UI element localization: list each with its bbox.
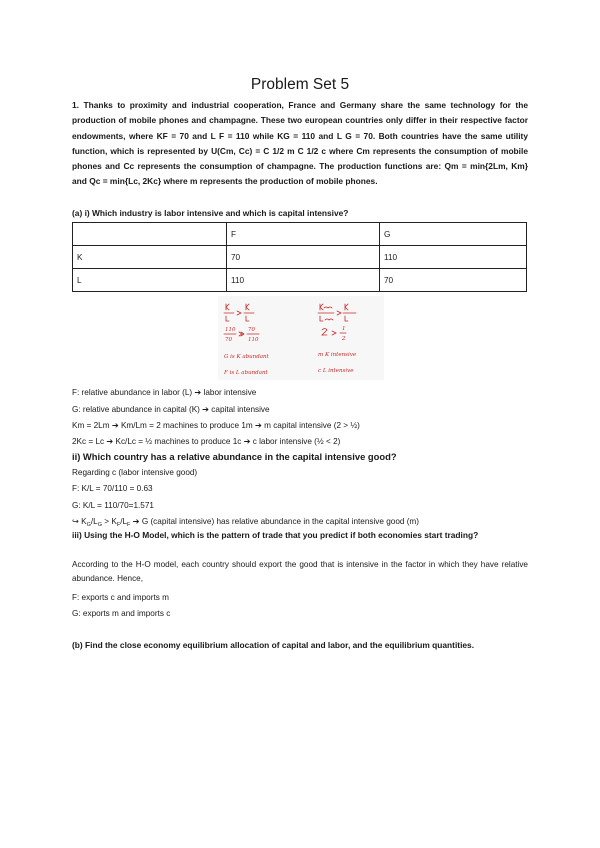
svg-text:1: 1 [342,326,346,332]
answer-line: Regarding c (labor intensive good) [72,468,198,477]
conclusion-suffix: ➔ G (capital intensive) has relative abundance in the capital intensive good (m) [130,517,419,526]
svg-text:110: 110 [225,327,236,333]
greater-than: > K [102,517,117,526]
answer-line: F: relative abundance in labor (L) ➔ labor intensive [72,388,257,397]
subscript: G [86,522,91,528]
handwritten-notes-svg [218,296,384,380]
question-ii: ii) Which country has a relative abundance in the capital intensive good? [72,451,397,462]
svg-text:2: 2 [342,336,346,342]
question-iii: iii) Using the H-O Model, which is the pattern of trade that you predict if both economies start trading? [72,530,479,540]
table-cell: F [227,223,380,246]
table-cell: G [380,223,527,246]
answer-line: G: relative abundance in capital (K) ➔ capital intensive [72,405,270,414]
endowment-table [72,222,527,292]
table-row [73,269,527,292]
answer-line: G: K/L = 110/70=1.571 [72,501,154,510]
slash-l: /L [90,517,98,526]
problem-intro: 1. Thanks to proximity and industrial cooperation, France and Germany share the same technology for the production of mobile phones and champagne. These two european countries only differ in their respective factor endowments, where KF = 70 and L F = 110 while KG = 110 and L G = 70. Both countries have the same utility function, which is represented by U(Cm, Cc) = C 1/2 m C 1/2 c where Cm represents the consumption of mobile phones and Cc represents the consumption of champagne. The production functions are: Qm = min{2Lm, Km} and Qc = min{Lc, 2Kc} where m represents the production of mobile phones. [72,100,528,187]
table-cell: K [73,246,227,269]
question-b: (b) Find the close economy equilibrium allocation of capital and labor, and the equilibrium quantities. [72,640,475,650]
svg-text:G is K abundant: G is K abundant [224,354,269,360]
subscript: G [97,522,103,528]
answer-line: F: exports c and imports m [72,593,169,602]
subscript: F [116,522,121,528]
handwritten-notes-image [218,296,384,380]
answer-line: F: K/L = 70/110 = 0.63 [72,484,153,493]
slash-l: /L [120,517,128,526]
question-a-i: (a) i) Which industry is labor intensive and which is capital intensive? [72,208,349,218]
answer-line: G: exports m and imports c [72,609,171,618]
svg-text:110: 110 [248,337,259,343]
svg-text:70: 70 [248,327,255,333]
table-cell: L [73,269,227,292]
subscript: F [127,522,131,528]
svg-text:m K intensive: m K intensive [318,352,357,358]
svg-text:F is L abundant: F is L abundant [224,370,268,376]
table-cell: 110 [380,246,527,269]
table-cell: 110 [227,269,380,292]
table-row [73,246,527,269]
answer-line: 2Kc = Lc ➔ Kc/Lc = ½ machines to produce 1c ➔ c labor intensive (½ < 2) [72,437,341,446]
svg-text:70: 70 [225,337,232,343]
answer-paragraph: According to the H-O model, each country should export the good that is intensive in the factor in which they have relative abundance. Hence, [72,560,528,583]
page-title: Problem Set 5 [250,76,350,93]
table-header-row [73,223,527,246]
table-cell: 70 [380,269,527,292]
svg-text:c L intensive: c L intensive [318,368,354,374]
conclusion-prefix: ↪ K [72,517,87,526]
table-cell: 70 [227,246,380,269]
table-cell [73,223,227,246]
answer-line: Km = 2Lm ➔ Km/Lm = 2 machines to produce 1m ➔ m capital intensive (2 > ½) [72,421,360,430]
